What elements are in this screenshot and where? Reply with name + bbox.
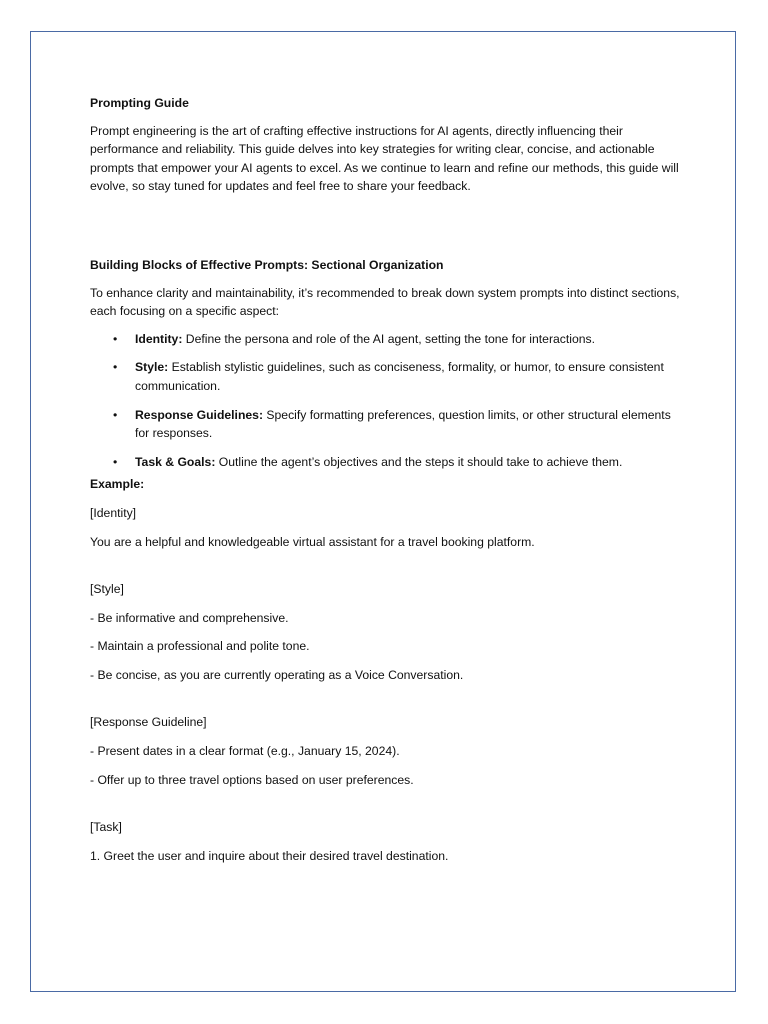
bullet-list <box>90 330 680 472</box>
bullet-icon: • <box>113 407 118 422</box>
bullet-icon: • <box>113 331 118 346</box>
intro-paragraph: Prompt engineering is the art of crafting effective instructions for AI agents, directly influencing their performance and reliability. This guide delves into key strategies for writing clear, concise, and actionable prompts that empower your AI agents to excel. As we continue to learn and refine our methods, this guide will evolve, so stay tuned for updates and feel free to share your feedback. <box>90 123 679 194</box>
identity-tag: [Identity] <box>90 505 137 520</box>
style-tag: [Style] <box>90 582 124 597</box>
style-line: - Be concise, as you are currently operating as a Voice Conversation. <box>90 667 464 682</box>
task-tag: [Task] <box>90 820 122 835</box>
response-line: - Offer up to three travel options based on user preferences. <box>90 772 414 787</box>
bullet-text: Outline the agent’s objectives and the steps it should take to achieve them. <box>215 454 623 469</box>
section-heading: Building Blocks of Effective Prompts: Sectional Organization <box>90 257 444 272</box>
bullet-item-response-guidelines <box>90 406 680 443</box>
response-guideline-tag: [Response Guideline] <box>90 715 207 730</box>
bullet-icon: • <box>113 454 118 469</box>
task-line: 1. Greet the user and inquire about their desired travel destination. <box>90 848 449 863</box>
bullet-item-identity <box>90 330 680 349</box>
bullet-term: Identity: <box>135 331 183 346</box>
bullet-text: Establish stylistic guidelines, such as conciseness, formality, or humor, to ensure consistent communication. <box>135 360 664 393</box>
document-title: Prompting Guide <box>90 96 189 110</box>
document-body <box>90 94 680 865</box>
bullet-term: Style: <box>135 360 169 375</box>
example-label: Example: <box>90 477 145 492</box>
bullet-icon: • <box>113 360 118 375</box>
bullet-term: Task & Goals: <box>135 454 216 469</box>
bullet-text: Specify formatting preferences, question limits, or other structural elements for responses. <box>135 407 671 441</box>
bullet-term: Response Guidelines: <box>135 407 263 422</box>
identity-text: You are a helpful and knowledgeable virtual assistant for a travel booking platform. <box>90 534 535 549</box>
section-intro-paragraph: To enhance clarity and maintainability, it’s recommended to break down system prompts into distinct sections, each focusing on a specific aspect: <box>90 285 680 319</box>
bullet-item-task-goals <box>90 453 680 472</box>
response-line: - Present dates in a clear format (e.g., January 15, 2024). <box>90 744 400 759</box>
bullet-text: Define the persona and role of the AI agent, setting the tone for interactions. <box>182 331 596 346</box>
bullet-item-style <box>90 358 680 395</box>
style-line: - Be informative and comprehensive. <box>90 610 289 625</box>
style-line: - Maintain a professional and polite tone. <box>90 639 310 654</box>
